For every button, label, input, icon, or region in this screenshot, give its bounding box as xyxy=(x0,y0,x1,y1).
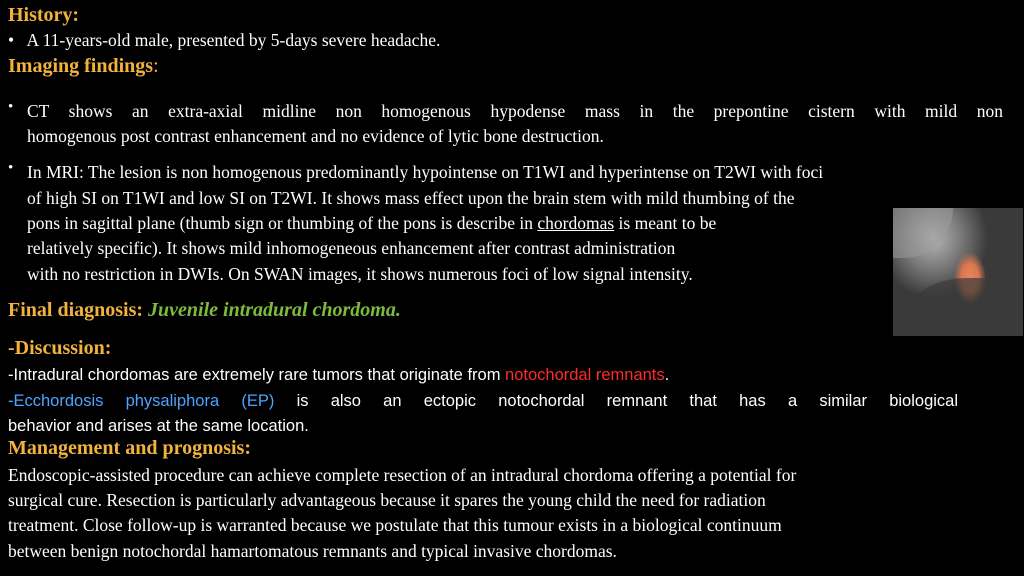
management-heading: Management and prognosis: xyxy=(8,437,251,459)
mri-line-4: relatively specific). It shows mild inhomogeneous enhancement after contrast administration xyxy=(27,238,676,258)
discussion-line-3: behavior and arises at the same location. xyxy=(8,417,309,435)
ct-line-1: CT shows an extra-axial midline non homogenous hypodense mass in the prepontine cistern with mild non xyxy=(27,101,1003,121)
final-diagnosis-value: Juvenile intradural chordoma. xyxy=(148,299,401,321)
mri-line-3 xyxy=(27,211,887,236)
mri-line-1: In MRI: The lesion is non homogenous predominantly hypointense on T1WI and hyperintense on T2WI with foci xyxy=(27,162,824,182)
ecchordosis-highlight: -Ecchordosis physaliphora (EP) xyxy=(8,392,275,410)
final-diagnosis xyxy=(8,299,401,322)
management-line-4: between benign notochordal hamartomatous remnants and typical invasive chordomas. xyxy=(8,541,617,561)
discussion-line-2 xyxy=(8,389,958,414)
mri-line-5: with no restriction in DWIs. On SWAN images, it shows numerous foci of low signal intensity. xyxy=(27,264,693,284)
management-line-3: treatment. Close follow-up is warranted because we postulate that this tumour exists in a biological continuum xyxy=(8,515,782,535)
imaging-heading xyxy=(8,55,159,78)
bullet-icon: • xyxy=(8,30,15,50)
notochordal-remnants-highlight: notochordal remnants xyxy=(505,366,665,384)
discussion-line-1-text: -Intradural chordomas are extremely rare tumors that originate from xyxy=(8,366,506,384)
history-bullet-text: A 11-years-old male, presented by 5-days severe headache. xyxy=(26,30,441,50)
mri-line-2: of high SI on T1WI and low SI on T2WI. It shows mass effect upon the brain stem with mild thumbing of the xyxy=(27,188,795,208)
imaging-heading-colon: : xyxy=(153,55,159,77)
discussion-heading: -Discussion: xyxy=(8,337,112,359)
ct-line-2: homogenous post contrast enhancement and no evidence of lytic bone destruction. xyxy=(27,126,604,146)
discussion-line-1 xyxy=(8,363,1008,388)
mri-sagittal-image xyxy=(893,208,1023,336)
history-heading: History: xyxy=(8,4,80,26)
discussion-line-1-end: . xyxy=(664,366,670,384)
history-bullet-item xyxy=(8,28,608,53)
imaging-heading-label: Imaging findings xyxy=(8,55,154,77)
management-line-1: Endoscopic-assisted procedure can achieve complete resection of an intradural chordoma offering a potential for xyxy=(8,465,797,485)
bullet-icon: • xyxy=(8,160,14,176)
final-diagnosis-label: Final diagnosis: xyxy=(8,299,144,321)
chordomas-link[interactable]: chordomas xyxy=(537,213,615,233)
discussion-line-2-text: is also an ectopic notochordal remnant that has a similar biological xyxy=(274,392,958,410)
mri-line-3-tail: is meant to be xyxy=(614,213,717,233)
bullet-icon: • xyxy=(8,99,14,115)
management-line-2: surgical cure. Resection is particularly advantageous because it spares the young child the need for radiation xyxy=(8,490,766,510)
mri-line-3-text: pons in sagittal plane (thumb sign or thumbing of the pons is describe in xyxy=(27,213,533,233)
